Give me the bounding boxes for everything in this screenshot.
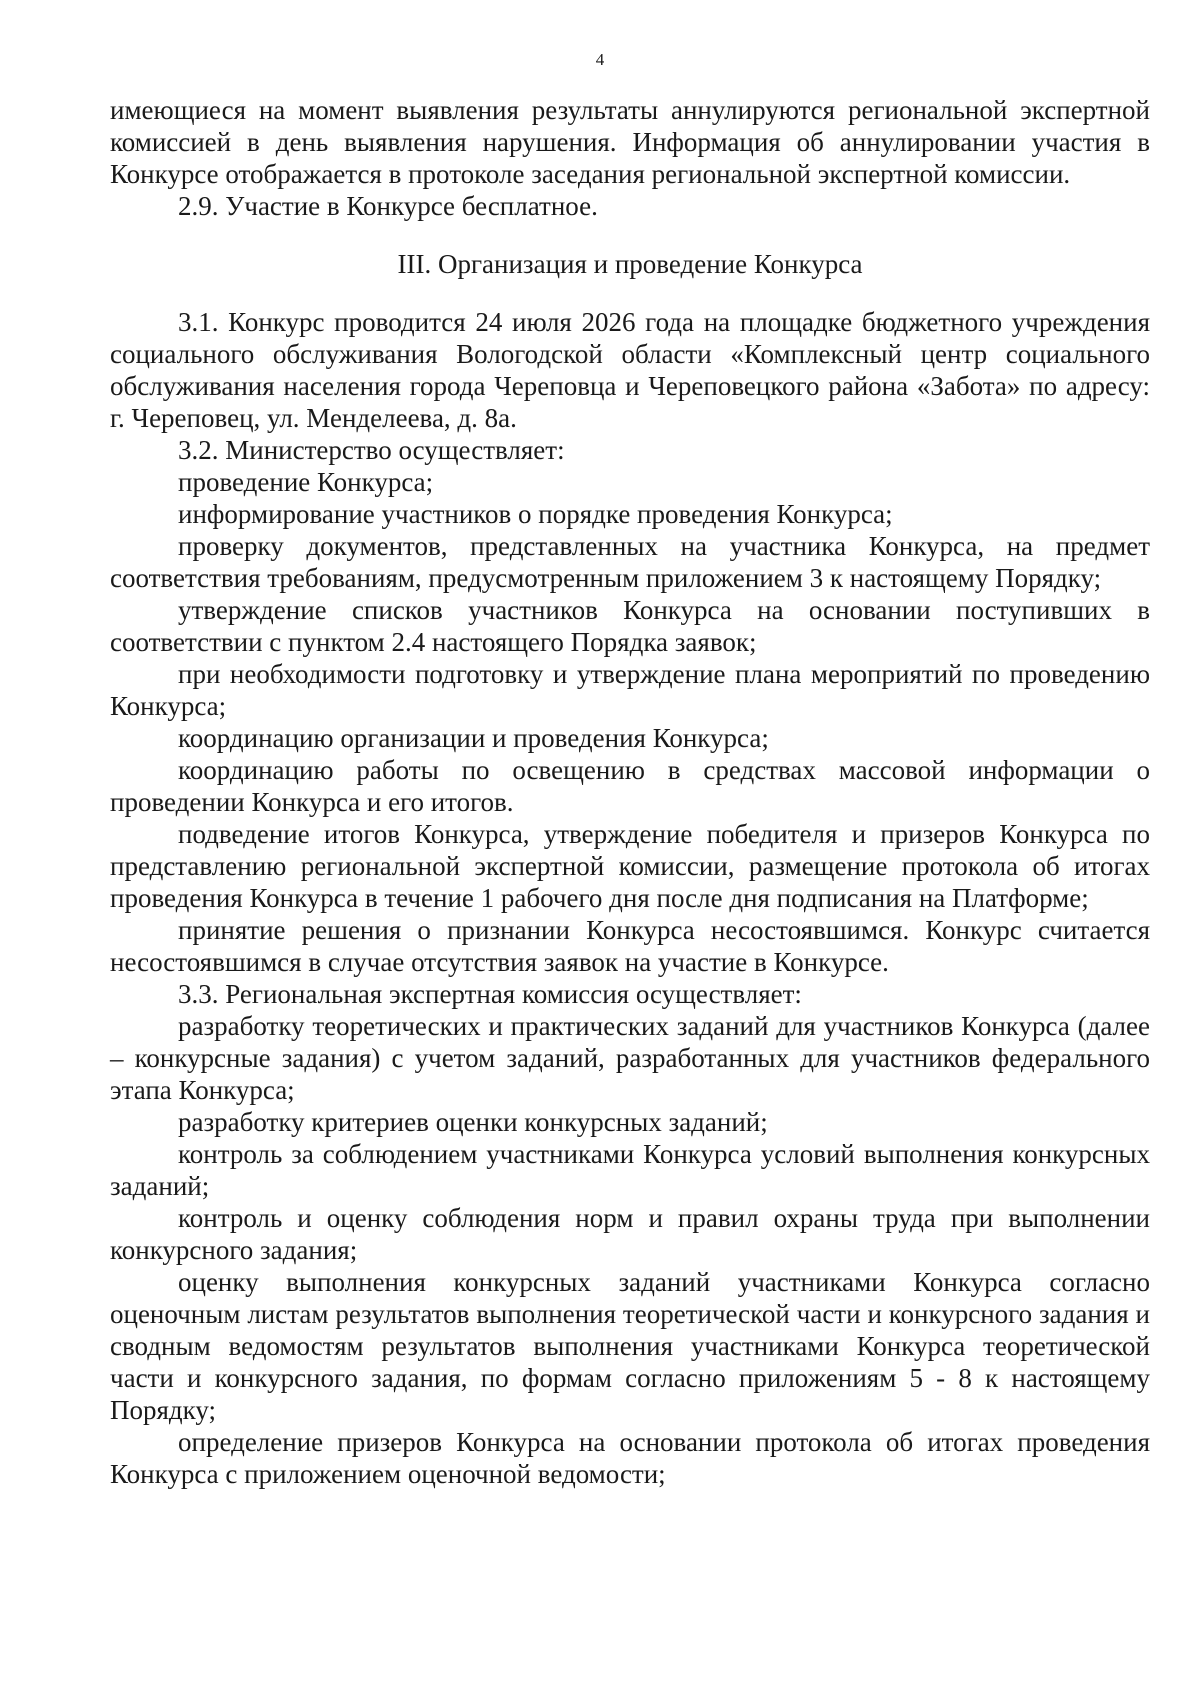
paragraph: координацию работы по освещению в средствах массовой информации о проведении Конкурса и его итогов.: [110, 755, 1150, 817]
paragraph: имеющиеся на момент выявления результаты аннулируются региональной экспертной комиссией в день выявления нарушения. Информация об аннулировании участия в Конкурсе отображается в протоколе заседания региональной экспертной комиссии.: [110, 95, 1150, 189]
paragraph: утверждение списков участников Конкурса на основании поступивших в соответствии с пунктом 2.4 настоящего Порядка заявок;: [110, 595, 1150, 657]
section-2-continuation: [110, 94, 1150, 222]
paragraph: 3.2. Министерство осуществляет:: [178, 435, 565, 465]
paragraph: при необходимости подготовку и утверждение плана мероприятий по проведению Конкурса;: [110, 659, 1150, 721]
paragraph: контроль и оценку соблюдения норм и правил охраны труда при выполнении конкурсного задания;: [110, 1203, 1150, 1265]
paragraph: разработку теоретических и практических заданий для участников Конкурса (далее – конкурсные задания) с учетом заданий, разработанных для участников федерального этапа Конкурса;: [110, 1011, 1150, 1105]
paragraph: принятие решения о признании Конкурса несостоявшимся. Конкурс считается несостоявшимся в случае отсутствия заявок на участие в Конкурсе.: [110, 915, 1150, 977]
paragraph: разработку критериев оценки конкурсных заданий;: [178, 1107, 768, 1137]
paragraph: 2.9. Участие в Конкурсе бесплатное.: [178, 191, 598, 221]
paragraph: информирование участников о порядке проведения Конкурса;: [178, 499, 893, 529]
paragraph: оценку выполнения конкурсных заданий участниками Конкурса согласно оценочным листам результатов выполнения теоретической части и конкурсного задания и сводным ведомостям результатов выполнения участниками Конкурса теоретической части и конкурсного задания, по формам согласно приложениям 5 - 8 к настоящему Порядку;: [110, 1267, 1150, 1425]
section-3-body: [110, 306, 1150, 1490]
page-number: 4: [595, 50, 605, 69]
section-heading: III. Организация и проведение Конкурса: [397, 249, 863, 279]
paragraph: проверку документов, представленных на участника Конкурса, на предмет соответствия требованиям, предусмотренным приложением 3 к настоящему Порядку;: [110, 531, 1150, 593]
paragraph: координацию организации и проведения Конкурса;: [178, 723, 769, 753]
paragraph: 3.1. Конкурс проводится 24 июля 2026 года на площадке бюджетного учреждения социального обслуживания Вологодской области «Комплексный центр социального обслуживания населения города Череповца и Череповецкого района «Забота» по адресу: г. Череповец, ул. Менделеева, д. 8а.: [110, 307, 1150, 433]
paragraph: контроль за соблюдением участниками Конкурса условий выполнения конкурсных заданий;: [110, 1139, 1150, 1201]
paragraph: подведение итогов Конкурса, утверждение победителя и призеров Конкурса по представлению региональной экспертной комиссии, размещение протокола об итогах проведения Конкурса в течение 1 рабочего дня после дня подписания на Платформе;: [110, 819, 1150, 913]
paragraph: проведение Конкурса;: [178, 467, 434, 497]
paragraph: 3.3. Региональная экспертная комиссия осуществляет:: [178, 979, 802, 1009]
paragraph: определение призеров Конкурса на основании протокола об итогах проведения Конкурса с приложением оценочной ведомости;: [110, 1427, 1150, 1489]
document-body: [110, 94, 1150, 1490]
